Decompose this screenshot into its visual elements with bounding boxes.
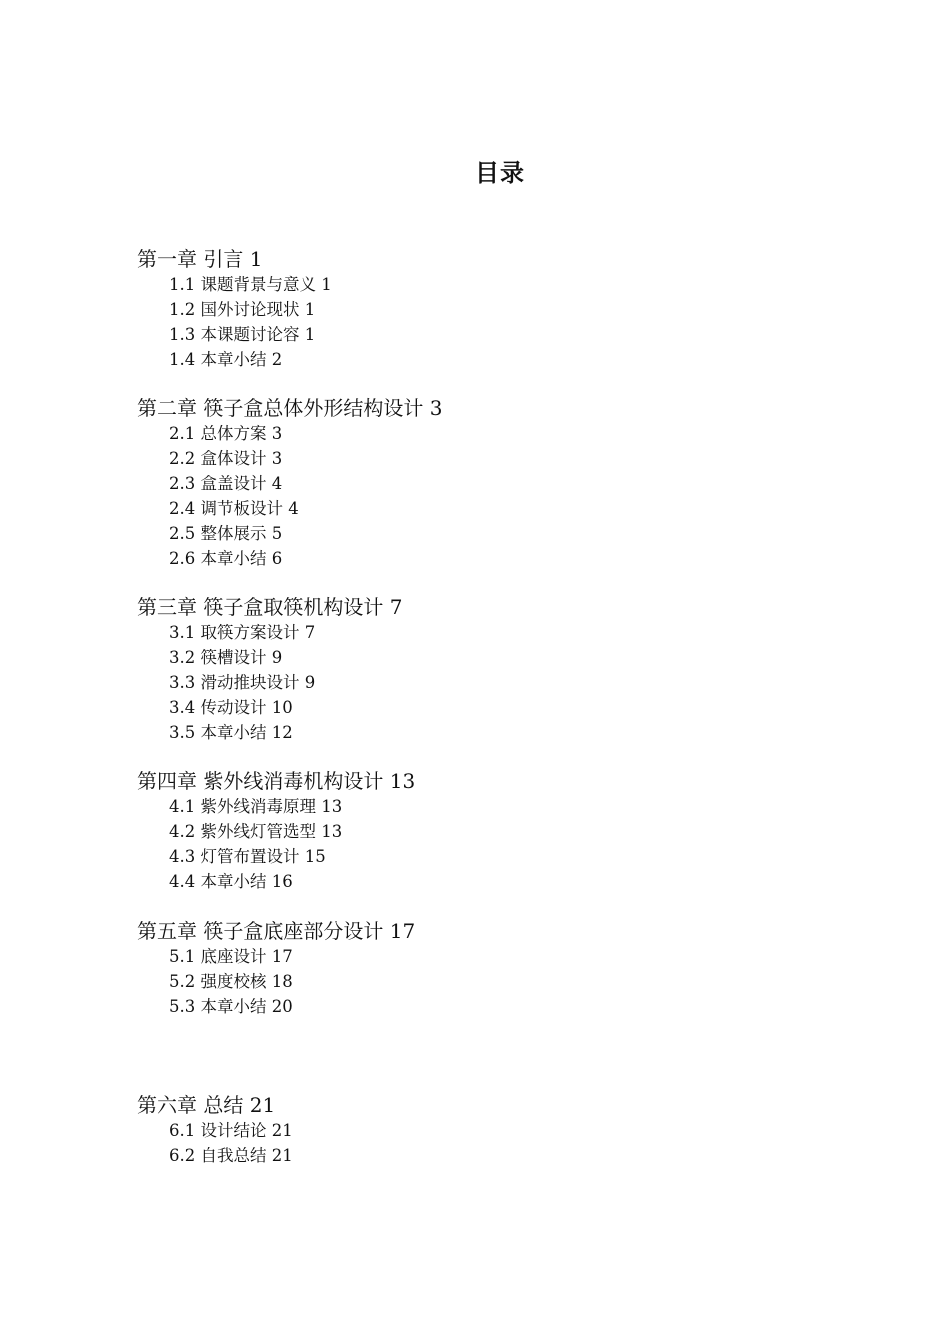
section-entry[interactable]: 4.2 紫外线灯管选型 13: [169, 822, 343, 841]
chapter-4: [137, 769, 415, 894]
section-entry[interactable]: 6.2 自我总结 21: [169, 1146, 293, 1165]
chapter-1: [137, 247, 332, 372]
chapter-5: [137, 919, 415, 1019]
section-entry[interactable]: 2.2 盒体设计 3: [169, 449, 283, 468]
chapter-6: [137, 1093, 293, 1168]
section-entry[interactable]: 3.3 滑动推块设计 9: [169, 673, 316, 692]
section-entry[interactable]: 3.5 本章小结 12: [169, 723, 293, 742]
chapter-heading[interactable]: 第一章 引言 1: [137, 247, 263, 271]
section-entry[interactable]: 2.5 整体展示 5: [169, 524, 283, 543]
section-entry[interactable]: 2.3 盒盖设计 4: [169, 474, 283, 493]
chapter-2: [137, 396, 442, 571]
section-entry[interactable]: 1.2 国外讨论现状 1: [169, 300, 316, 319]
section-entry[interactable]: 5.2 强度校核 18: [169, 972, 293, 991]
section-entry[interactable]: 4.1 紫外线消毒原理 13: [169, 797, 343, 816]
section-entry[interactable]: 1.1 课题背景与意义 1: [169, 275, 332, 294]
chapter-3: [137, 595, 402, 745]
section-entry[interactable]: 5.3 本章小结 20: [169, 997, 293, 1016]
section-entry[interactable]: 2.1 总体方案 3: [169, 424, 283, 443]
section-entry[interactable]: 5.1 底座设计 17: [169, 947, 293, 966]
section-entry[interactable]: 3.4 传动设计 10: [169, 698, 293, 717]
section-entry[interactable]: 2.4 调节板设计 4: [169, 499, 299, 518]
section-entry[interactable]: 3.1 取筷方案设计 7: [169, 623, 316, 642]
chapter-heading[interactable]: 第二章 筷子盒总体外形结构设计 3: [137, 396, 443, 420]
section-entry[interactable]: 6.1 设计结论 21: [169, 1121, 293, 1140]
section-entry[interactable]: 1.3 本课题讨论容 1: [169, 325, 316, 344]
toc-title: 目录: [475, 159, 525, 187]
section-entry[interactable]: 4.3 灯管布置设计 15: [169, 847, 326, 866]
section-entry[interactable]: 1.4 本章小结 2: [169, 350, 283, 369]
chapter-heading[interactable]: 第三章 筷子盒取筷机构设计 7: [137, 595, 403, 619]
section-entry[interactable]: 2.6 本章小结 6: [169, 549, 283, 568]
section-entry[interactable]: 4.4 本章小结 16: [169, 872, 293, 891]
section-entry[interactable]: 3.2 筷槽设计 9: [169, 648, 283, 667]
chapter-heading[interactable]: 第五章 筷子盒底座部分设计 17: [137, 919, 416, 943]
chapter-heading[interactable]: 第六章 总结 21: [137, 1093, 276, 1117]
chapter-heading[interactable]: 第四章 紫外线消毒机构设计 13: [137, 769, 416, 793]
